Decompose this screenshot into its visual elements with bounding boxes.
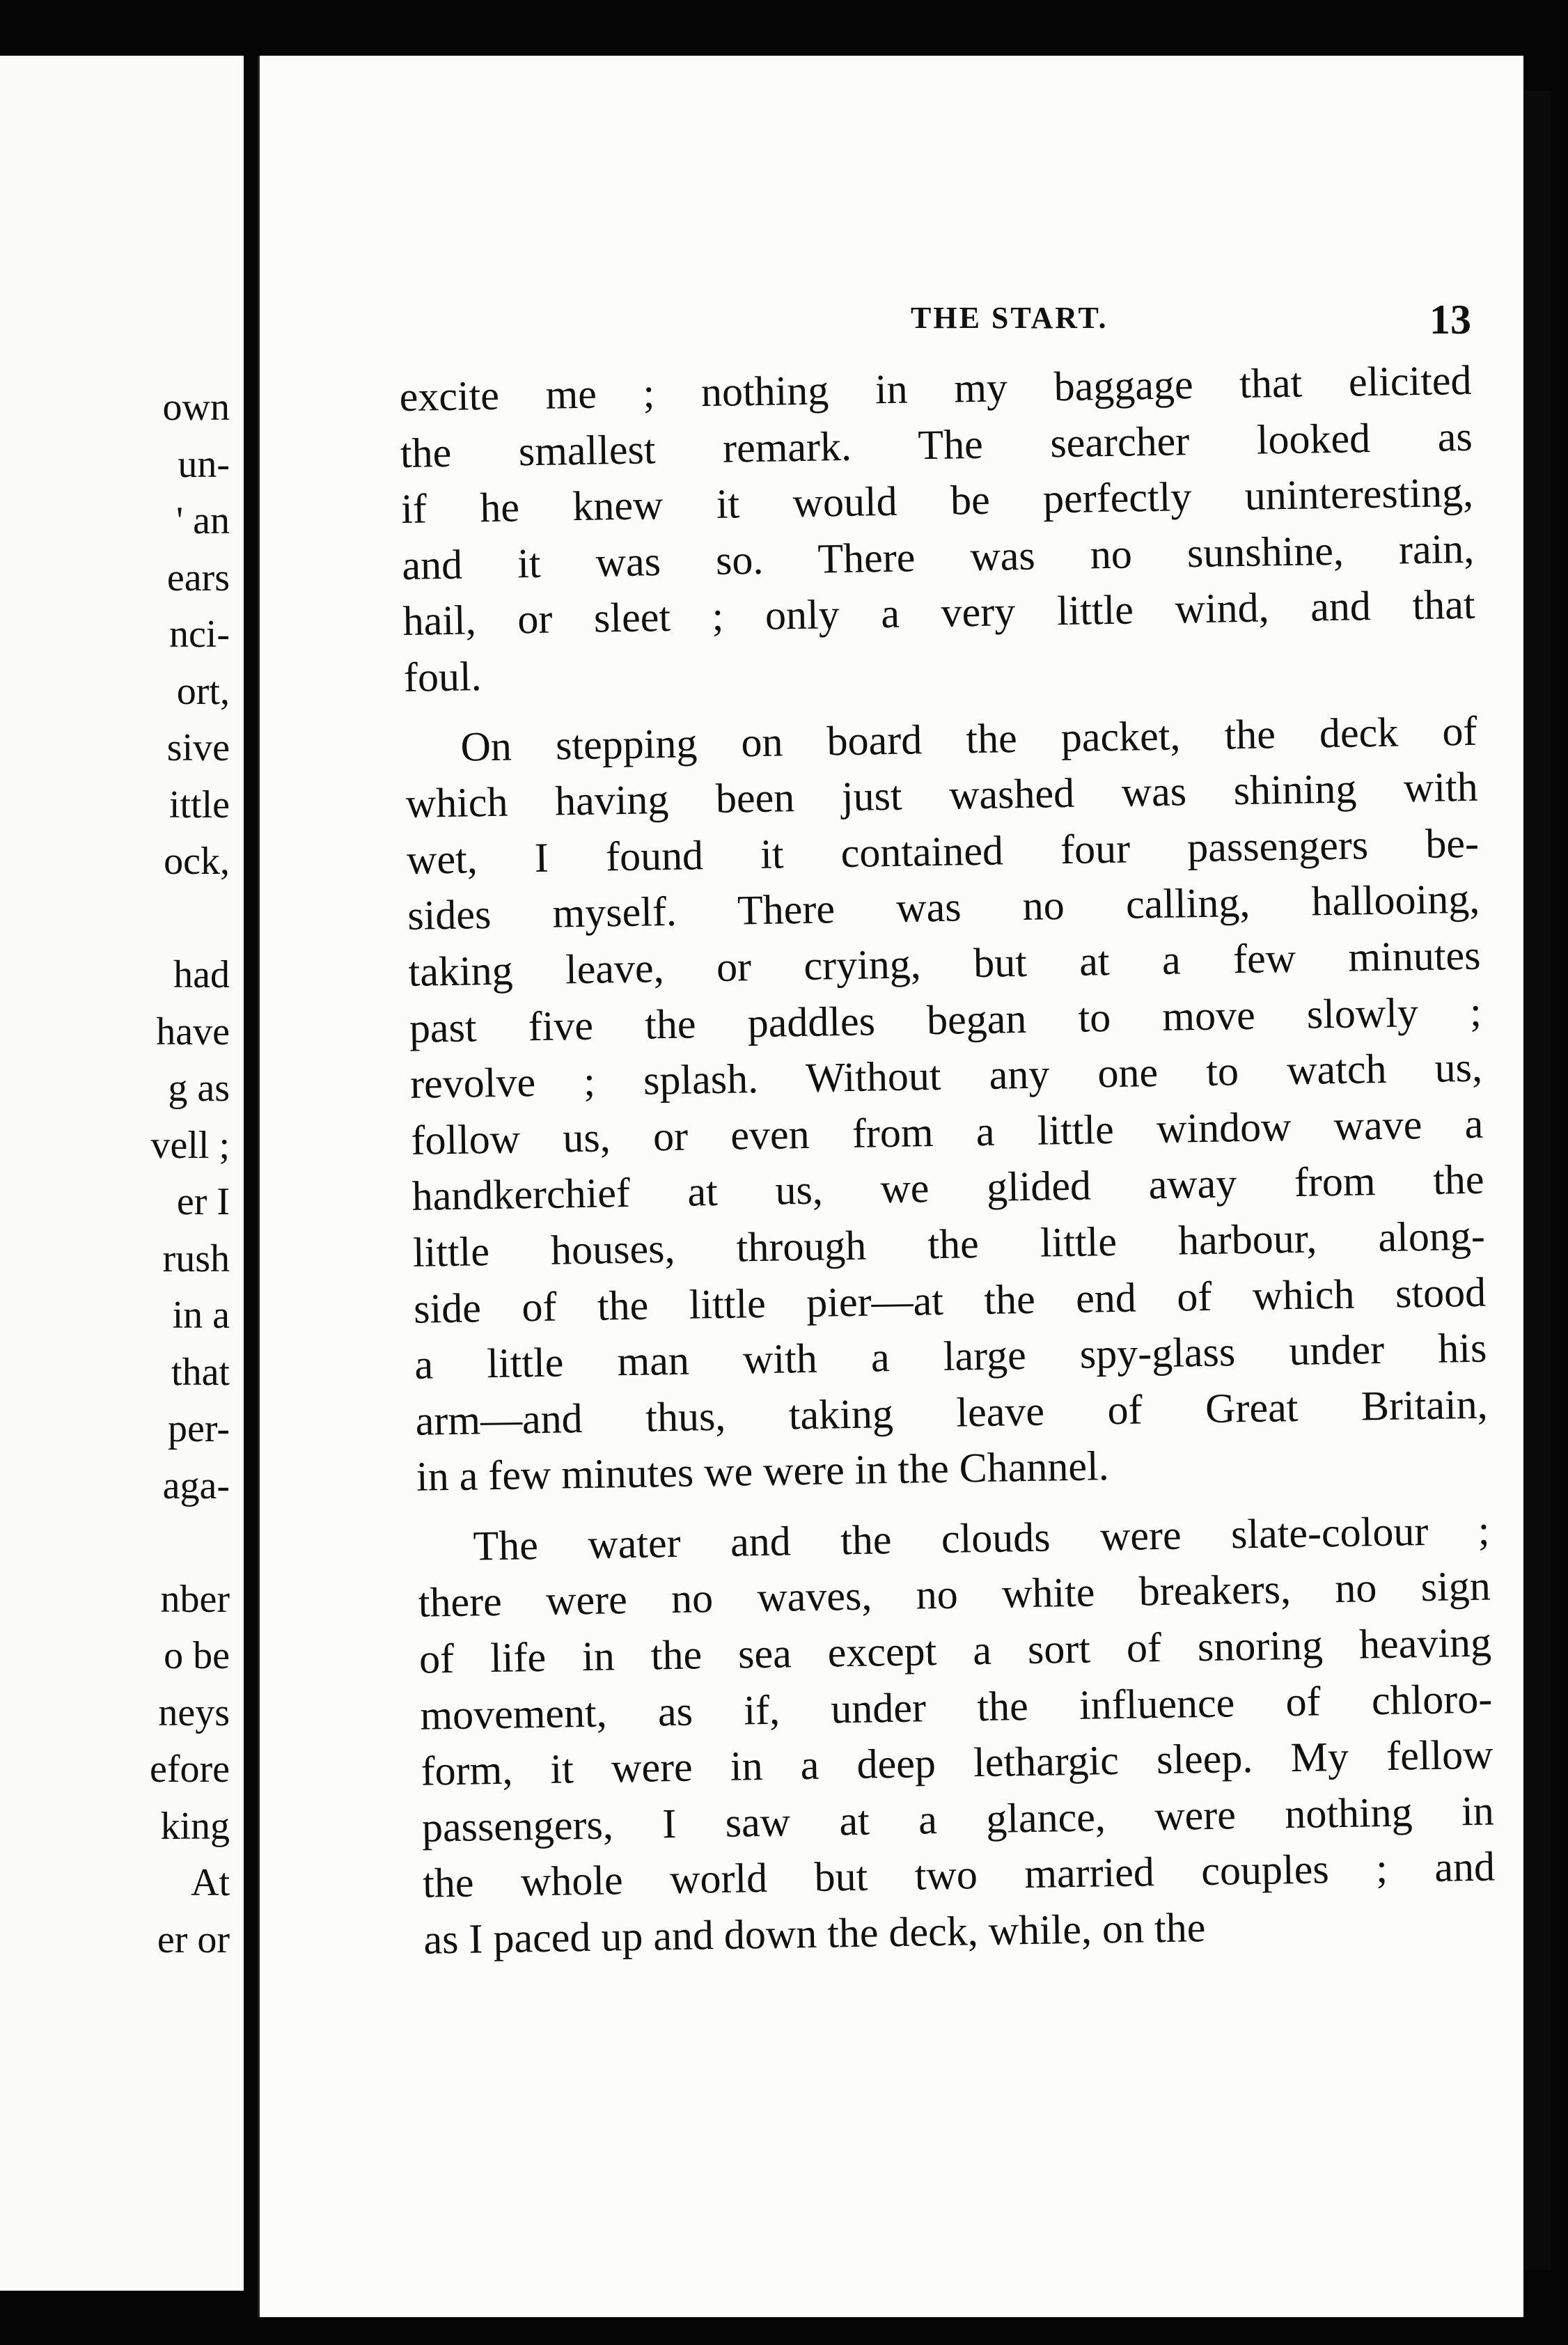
paragraph (399, 352, 1476, 706)
left-line-fragment: ittle (168, 783, 230, 826)
left-page-fragment (0, 56, 244, 2291)
left-line-fragment: king (160, 1804, 230, 1848)
text-line: taking leave, or crying, but at a few minutes (408, 932, 1481, 995)
left-line-fragment: have (156, 1010, 230, 1053)
left-line-fragment: er or (157, 1917, 230, 1961)
body-text (399, 352, 1496, 1968)
text-line: which having been just washed was shining with (405, 763, 1479, 827)
text-line: excite me ; nothing in my baggage that elicited (399, 356, 1472, 420)
text-line: hail, or sleet ; only a very little wind, and that (402, 581, 1476, 645)
left-line-fragment: un- (178, 442, 230, 486)
text-line: arm—and thus, taking leave of Great Britain, (415, 1381, 1489, 1444)
text-line: and it was so. There was no sunshine, rain, (401, 525, 1475, 588)
left-line-fragment: er I (176, 1180, 230, 1223)
text-line: of life in the sea except a sort of snoring heaving (418, 1619, 1492, 1682)
left-line-fragment: aga- (162, 1464, 230, 1507)
running-head (385, 296, 1471, 352)
left-page-text (150, 379, 230, 1968)
text-line: there were no waves, no white breakers, no sign (418, 1563, 1491, 1626)
text-line: foul. (403, 653, 483, 700)
left-line-fragment: had (173, 953, 230, 996)
left-line-fragment: per- (167, 1407, 230, 1450)
left-line-fragment: vell ; (150, 1123, 230, 1167)
text-line: the whole world but two married couples ; and (422, 1843, 1496, 1907)
left-line-fragment: ' an (176, 499, 230, 542)
text-line: if he knew it would be perfectly uninteresting, (400, 469, 1474, 533)
left-line-fragment: nci- (168, 613, 230, 656)
text-line: sides myself. There was no calling, hallooing, (407, 876, 1480, 939)
page-edge-shadow (1523, 91, 1551, 2270)
left-line-fragment: nber (160, 1577, 230, 1621)
left-line-fragment: sive (166, 726, 230, 769)
left-line-fragment: neys (158, 1691, 230, 1734)
left-line-fragment: At (191, 1861, 230, 1904)
text-line: passengers, I saw at a glance, were nothing in (421, 1787, 1495, 1851)
text-line: side of the little pier—at the end of which stood (413, 1269, 1487, 1332)
paragraph (405, 703, 1489, 1505)
left-line-fragment: g as (168, 1067, 230, 1110)
left-line-fragment: that (171, 1350, 230, 1394)
right-page (258, 56, 1523, 2317)
left-line-fragment: ock, (164, 840, 230, 883)
left-line-fragment: rush (162, 1237, 230, 1280)
left-line-fragment: own (162, 386, 230, 429)
text-line: form, it were in a deep lethargic sleep. My fellow (421, 1731, 1493, 1794)
text-line: follow us, or even from a little window wave a (410, 1100, 1484, 1163)
text-line: little houses, through the little harbour, along- (412, 1212, 1486, 1276)
text-line: past five the paddles began to move slowly ; (409, 988, 1482, 1051)
page-number: 13 (1429, 297, 1471, 343)
running-title: THE START. (911, 301, 1108, 335)
text-line: The water and the clouds were slate-colour ; (473, 1507, 1490, 1569)
text-line: movement, as if, under the influence of chloro- (419, 1675, 1493, 1739)
text-line: in a few minutes we were in the Channel. (416, 1443, 1110, 1500)
left-line-fragment: o be (164, 1634, 230, 1677)
left-line-fragment: ears (166, 556, 230, 599)
left-line-fragment (150, 1514, 230, 1571)
left-line-fragment: in a (172, 1294, 230, 1337)
text-line: the smallest remark. The searcher looked as (400, 413, 1473, 476)
left-line-fragment: ort, (176, 669, 230, 713)
text-line: as I paced up and down the deck, while, on the (423, 1904, 1206, 1963)
left-line-fragment (150, 891, 230, 948)
text-line: a little man with a large spy-glass under his (414, 1324, 1487, 1388)
text-line: revolve ; splash. Without any one to watch us, (409, 1044, 1483, 1107)
text-line: wet, I found it contained four passengers be- (406, 819, 1480, 883)
left-line-fragment: efore (149, 1748, 230, 1791)
text-line: On stepping on board the packet, the deck of (460, 707, 1477, 770)
text-line: handkerchief at us, we glided away from the (411, 1156, 1484, 1220)
paragraph (417, 1502, 1496, 1968)
